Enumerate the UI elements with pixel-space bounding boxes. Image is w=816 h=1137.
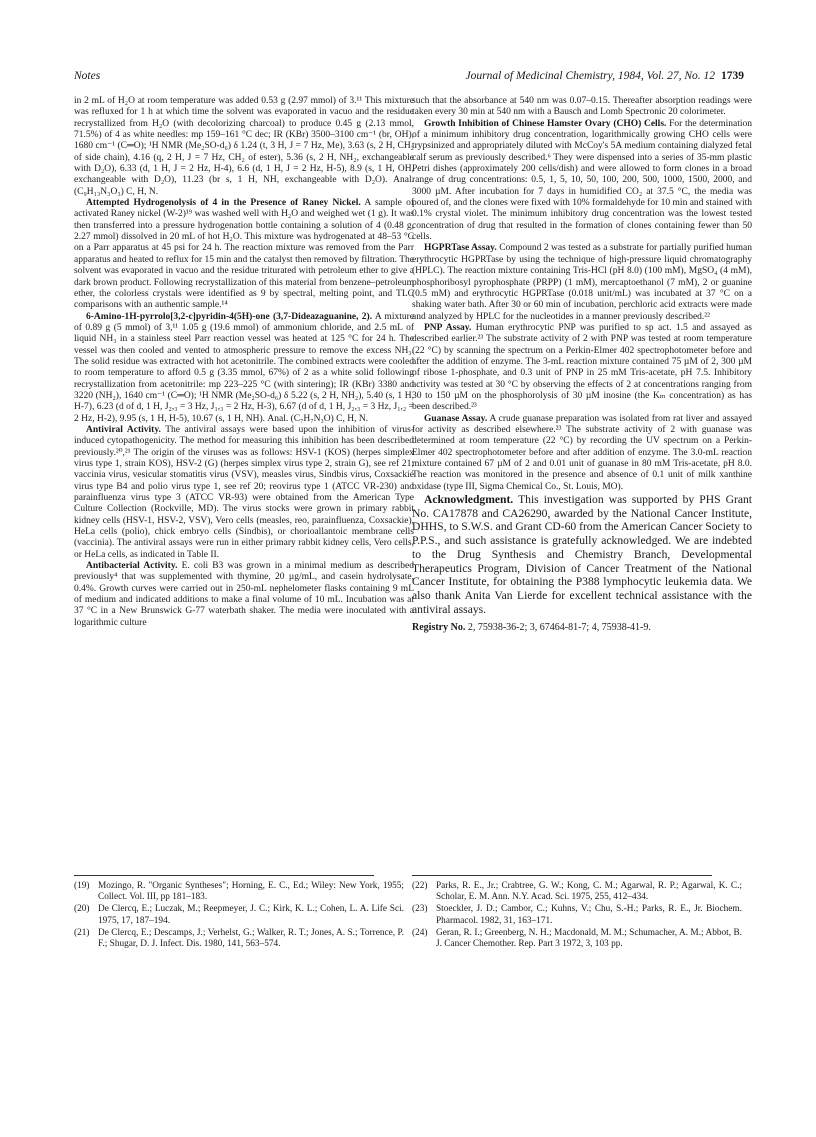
paragraph-continued: such that the absorbance at 540 nm was 0.07–0.15. Thereafter absorption readings were taken every 30 min at 540 nm with a Bausch and Lomb Spectronic 20 colorimeter. (412, 96, 752, 118)
paragraph-body: This investigation was supported by PHS Grant No. CA17878 and CA26290, awarded by the National Cancer Institute, DHHS, to S.W.S. and Grant CD-60 from the American Cancer Society to P.P.S., and such assistance is gratefully acknowledged. We are indebted to the Drug Synthesis and Chemistry Branch, Developmental Therapeutics Program, Division of Cancer Treatment of the National Cancer Institute, for obtaining the P388 lymphocytic leukemia data. We also thank Anita Van Lierde for excellent technical assistance with the antiviral assays. (412, 493, 752, 616)
paragraph-antiviral (74, 425, 414, 561)
reference-number: (21) (74, 927, 90, 938)
section-heading: Attempted Hydrogenolysis of 4 in the Presence of Raney Nickel. (86, 198, 361, 209)
reference-number: (22) (412, 881, 428, 891)
acknowledgment (412, 493, 752, 616)
paragraph-body: A sample of activated Raney nickel (W-2)¹⁹ was washed well with H₂O and weighed wet (1 g). It was then transferred into a pressure hydrogenation bottle containing a solution of 4 (0.48 g, 2.27 mmol) dissolved in 20 mL of hot H₂O. This mixture was hydrogenated at 48–53 °C on a Parr apparatus at 45 psi for 24 h. The reaction mixture was removed from the Parr apparatus and heated to reflux for 15 min and the catalyst then removed by filtration. The solvent was evaporated in vacuo and the residue triturated with petroleum ether to give a dark brown product. Following recrystallization of this material from benzene–petroleum ether, the colorless crystals were identified as 9 by spectral, melting point, and TLC comparisons with an authentic sample.¹⁴ (74, 198, 414, 311)
reference-item (412, 904, 742, 926)
paragraph-body: A mixture of 0.89 g (5 mmol) of 3,¹¹ 1.05 g (19.6 mmol) of ammonium chloride, and 2.5 mL of liquid NH₃ in a stainless steel Parr reaction vessel was heated at 125 °C for 24 h. The vessel was then cooled and vented to atmospheric pressure to remove the excess NH₃. The solid residue was extracted with hot acetonitrile. The combined extracts were cooled to room temperature to afford 0.5 g (3.35 mmol, 67%) of 2 as a white solid following recrystallization from acetonitrile: mp 223–225 °C (with sintering); IR (KBr) 3380 and 3220 (NH₂), 1640 cm⁻¹ (C═O); ¹H NMR (Me₂SO-d₆) δ 5.22 (s, 2 H, NH₂), 5.40 (s, 1 H, H-7), 6.23 (d of d, 1 H, J₂,₃ = 3 Hz, J₁,₃ = 2 Hz, H-3), 6.67 (d of d, 1 H, J₂,₃ = 3 Hz, J₁,₂ = 2 Hz, H-2), 9.95 (s, 1 H, H-5), 10.67 (s, 1 H, NH). Anal. (C₇H₇N₃O) C, H, N. (74, 311, 414, 424)
reference-text: Geran, R. I.; Greenberg, N. H.; Macdonald, M. M.; Schumacher, A. M.; Abbot, B. J. Cancer Chemother. Rep. Part 3 1972, 3, 103 pp. (436, 927, 742, 950)
paragraph-body: Compound 2 was tested as a substrate for partially purified human erythrocytic HGPRTase by using the technique of high-pressure liquid chromatography (HPLC). The reaction mixture containing Tris-HCl (pH 8.0) (100 mM), MgSO₄ (4 mM), phosphoribosyl pyrophosphate (PRPP) (1 mM), mercaptoethanol (7 mM), 2 or guanine (0.5 mM) and erythrocytic HGPRTase (0.018 unit/mL) was incubated at 37 °C on a shaking water bath. After 30 or 60 min of incubation, perchloric acid extracts were made and analyzed by HPLC for the nucleotides in a manner previously described.²² (412, 243, 753, 322)
reference-text: Parks, R. E., Jr.; Crabtree, G. W.; Kong, C. M.; Agarwal, R. P.; Agarwal, K. C.; Scholar, E. M. Ann. N.Y. Acad. Sci. 1975, 255, 412–434. (436, 881, 742, 903)
paragraph-body: The antiviral assays were based upon the inhibition of virus-induced cytopathogenicity. The method for measuring this inhibition has been described previously.²⁰,²¹ The origin of the viruses was as follows: HSV-1 (KOS) (herpes simplex virus type 1, strain KOS), HSV-2 (G) (herpes simplex virus type 2, strain G), see ref 21; vaccinia virus, vesicular stomatitis virus (VSV), measles virus, Sindbis virus, Coxsackie virus type B4 and polio virus type 1, see ref 20; reovirus type 1 (ATCC VR-230) and parainfluenza virus type 3 (ATCC VR-93) were obtained from the American Type Culture Collection (Rockville, MD). The virus stocks were grown in primary rabbit kidney cells (HSV-1, HSV-2, VSV), Vero cells (measles, reo, parainfluenza, Coxsackie), HeLa cells (polio), chick embryo cells (Sindbis), or chorioallantoic membrane cells (vaccinia). The antiviral assays were run in either primary rabbit kidney cells, Vero cells, or HeLa cells, as indicated in Table II. (74, 424, 414, 560)
section-heading: Antiviral Activity. (86, 424, 161, 435)
paragraph-body: A crude guanase preparation was isolated from rat liver and assayed for activity as described elsewhere.²³ The substrate activity of 2 with guanase was determined at room temperature (22 °C) by recording the UV spectrum on a Perkin-Elmer 402 spectrophotometer before and after addition of enzyme. The 3.0-mL reaction mixture contained 67 µM of 2 and 0.01 unit of guanase in 80 mM Tris-acetate, pH 8.0. The reaction was monitored in the presence and absence of 0.1 unit of milk xanthine oxidase (type III, Sigma Chemical Co., St. Louis, MO). (412, 413, 752, 492)
section-heading: Registry No. (412, 622, 466, 634)
paragraph-guanase (412, 414, 752, 493)
reference-text: Mozingo, R. "Organic Syntheses"; Horning, E. C., Ed.; Wiley: New York, 1955; Collect. Vol. III, pp 181–183. (98, 881, 404, 903)
footnotes-right (412, 881, 742, 951)
paragraph-body: Human erythrocytic PNP was purified to sp act. 1.5 and assayed as described earlier.²³ The substrate activity of 2 with PNP was tested at room temperature (22 °C) by scanning the spectrum on a Perkin-Elmer 402 spectrophotometer before and after the addition of enzyme. The 3-mL reaction mixture contained 75 µM of 2, 300 µM of ribose 1-phosphate, and 0.3 unit of PNP in 25 mM Tris-acetate, pH 7.5. Inhibitory activity was tested at 30 °C by observing the effects of 2 at concentrations ranging from 30 to 150 µM on the phosphorolysis of 30 µM inosine (the Kₘ concentration) as has been described.²³ (412, 322, 752, 413)
journal-header (466, 70, 744, 84)
reference-text: De Clercq, E.; Luczak, M.; Reepmeyer, J. C.; Kirk, K. L.; Cohen, L. A. Life Sci. 1975, 17, 187–194. (98, 904, 404, 926)
reference-item (74, 928, 404, 950)
paragraph-cho-cells (412, 119, 752, 244)
section-heading: Growth Inhibition of Chinese Hamster Ovary (CHO) Cells. (424, 118, 667, 129)
reference-item (412, 928, 742, 950)
paragraph-body: 2, 75938-36-2; 3, 67464-81-7; 4, 75938-41-9. (465, 622, 651, 634)
registry-numbers (412, 622, 752, 633)
reference-number: (23) (412, 904, 428, 915)
paragraph-antibacterial (74, 561, 414, 629)
reference-number: (19) (74, 881, 90, 891)
section-label: Notes (74, 70, 101, 82)
left-column (74, 96, 414, 629)
reference-text: De Clercq, E.; Descamps, J.; Verhelst, G.; Walker, R. T.; Jones, A. S.; Torrence, P. F.; Shugar, D. J. Infect. Dis. 1980, 141, 563–574. (98, 927, 404, 950)
reference-number: (20) (74, 904, 90, 915)
reference-item (74, 904, 404, 926)
paragraph-pnp (412, 323, 752, 414)
footnotes-left (74, 881, 404, 951)
paragraph-continued: in 2 mL of H₂O at room temperature was added 0.53 g (2.97 mmol) of 3.¹¹ This mixture was refluxed for 1 h at which time the solvent was evaporated in vacuo and the residue recrystallized from H₂O (with decolorizing charcoal) to produce 0.45 g (2.13 mmol, 71.5%) of 4 as white needles: mp 159–161 °C dec; IR (KBr) 3500–3100 cm⁻¹ (br, OH), 1680 cm⁻¹ (C═O); ¹H NMR (Me₂SO-d₆) δ 1.24 (t, 3 H, J = 7 Hz, Me), 3.63 (s, 2 H, CH₂ of side chain), 4.16 (q, 2 H, J = 7 Hz, CH₂ of ester), 5.36 (s, 2 H, NH₂, exchangeable with D₂O), 6.33 (d, 1 H, J = 2 Hz, H-4), 6.6 (d, 1 H, J = 2 Hz, H-5), 8.9 (s, 1 H, OH, exchangeable with D₂O), 11.23 (br s, 1 H, NH, exchangeable with D₂O). Anal. (C₉H₁₃N₃O₃) C, H, N. (74, 96, 414, 197)
paragraph-body: E. coli B3 was grown in a minimal medium as described previously⁴ that was supplemented with thymine, 20 µg/mL, and casein hydrolysate, 0.4%. Growth curves were carried out in 250-mL nephelometer flasks containing 9 mL of medium and indicated additions to make a final volume of 10 mL. Incubation was at 37 °C in a New Brunswick G-77 waterbath shaker. The media were inoculated with a logarithmic culture (74, 561, 414, 628)
right-column (412, 96, 752, 634)
paragraph-body: For the determination of a minimum inhibitory drug concentration, logarithmically growing CHO cells were trypsinized and appropriately diluted with McCoy's 5A medium containing dialyzed fetal calf serum as previously described.⁶ They were dispensed into a series of 35-mm plastic Petri dishes (approximately 200 cells/dish) and were allowed to form clones in a broad range of drug concentrations: 0.5, 1, 5, 10, 50, 100, 200, 500, 1000, 1500, 2000, and 3000 µM. After incubation for 7 days in humidified CO₂ at 37.5 °C, the media was poured of, and the clones were fixed with 10% formaldehyde for 10 min and stained with 0.1% crystal violet. The minimum inhibitory drug concentration was the lowest tested concentration of drug that resulted in the formation of clones containing fewer than 50 cells. (412, 118, 752, 243)
reference-text: Stoeckler, J. D.; Cambor, C.; Kuhns, V.; Chu, S.-H.; Parks, R. E., Jr. Biochem. Pharmacol. 1982, 31, 163–171. (436, 904, 742, 926)
section-heading: 6-Amino-1H-pyrrolo[3,2-c]pyridin-4(5H)-one (3,7-Dideazaguanine, 2). (86, 311, 373, 322)
footnote-divider (412, 875, 712, 876)
section-heading: PNP Assay. (424, 322, 472, 333)
journal-citation: Journal of Medicinal Chemistry, 1984, Vol. 27, No. 12 (465, 70, 715, 82)
reference-item (74, 881, 404, 903)
reference-number: (24) (412, 927, 428, 938)
footnote-divider (74, 875, 374, 876)
paragraph-dideazaguanine (74, 312, 414, 425)
section-heading: HGPRTase Assay. (424, 243, 497, 254)
section-heading: Antibacterial Activity. (86, 561, 178, 572)
section-heading: Acknowledgment. (424, 493, 514, 507)
paragraph-hgprtase (412, 243, 752, 322)
section-heading: Guanase Assay. (424, 413, 488, 424)
page-number: 1739 (721, 70, 744, 82)
reference-item (412, 881, 742, 903)
paragraph-hydrogenolysis (74, 198, 414, 311)
